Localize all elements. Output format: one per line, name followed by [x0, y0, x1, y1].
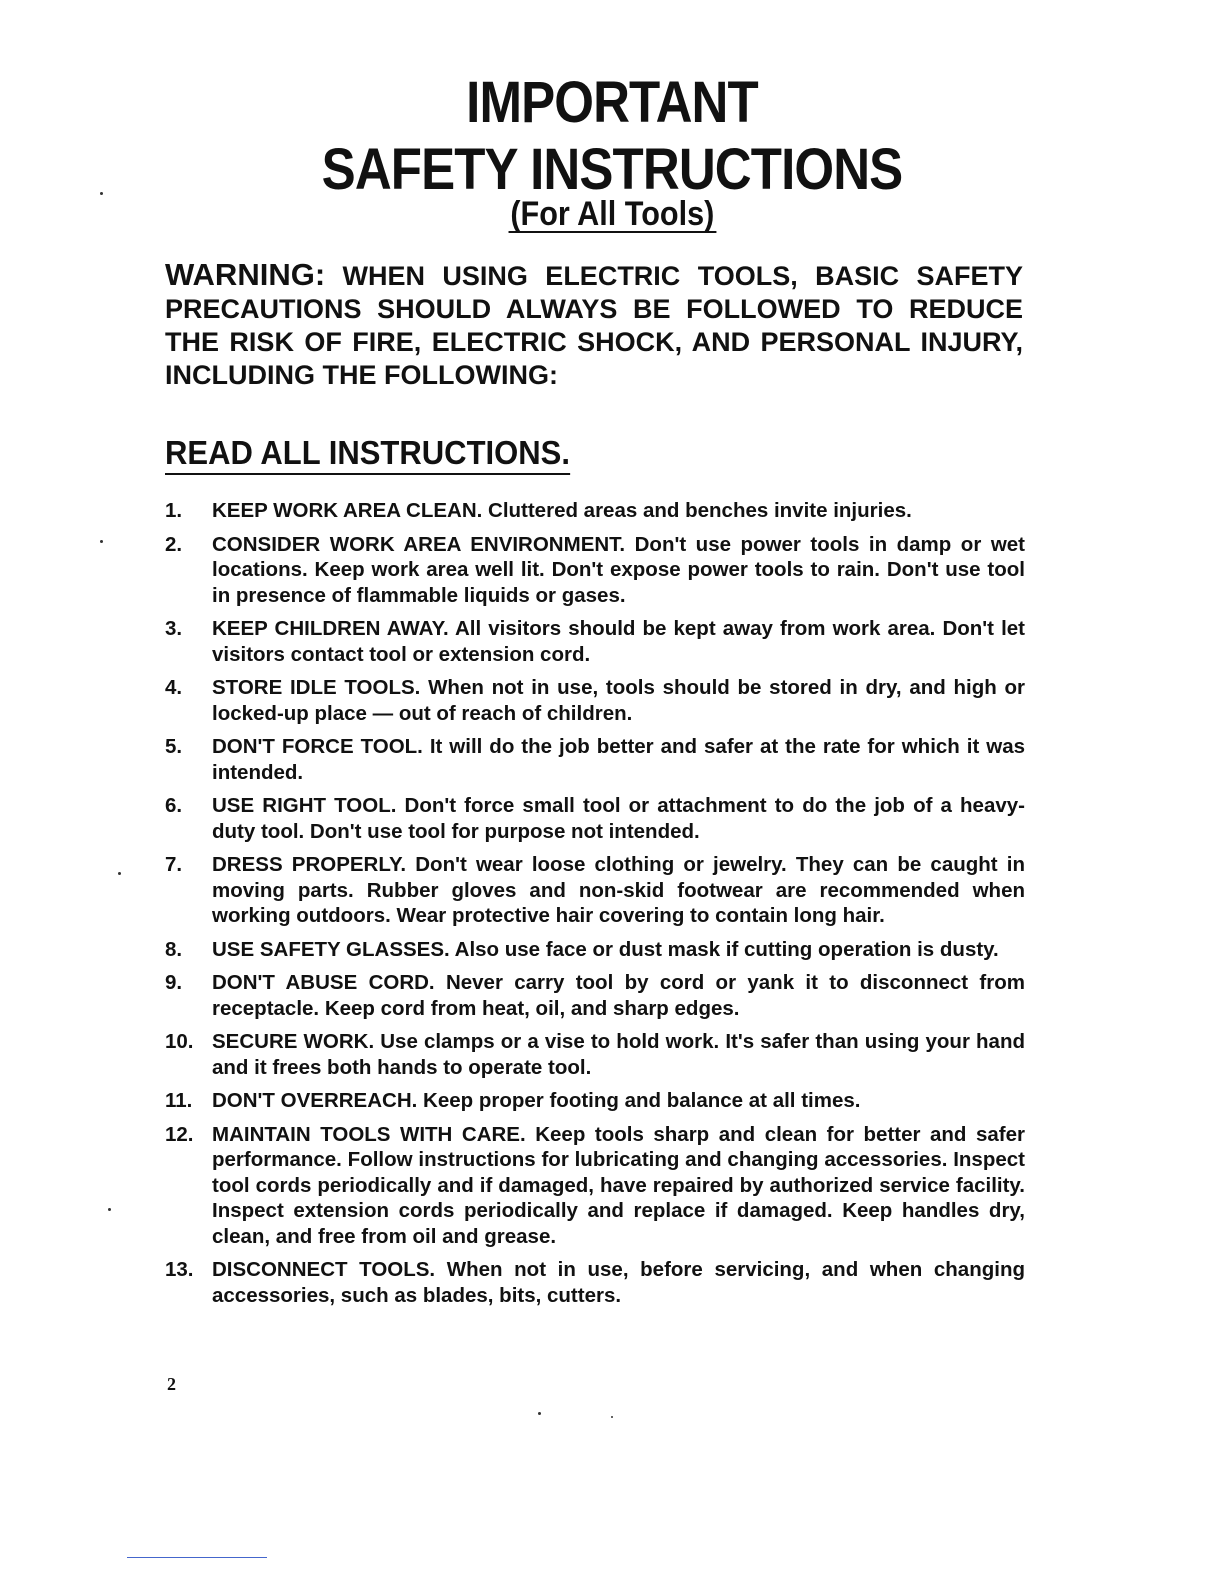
list-item [165, 1122, 1025, 1250]
list-item-number: 9. [165, 971, 183, 994]
list-item-text: KEEP CHILDREN AWAY. All visitors should be kept away from work area. Don't let visitors contact tool or extension cord. [212, 617, 1025, 666]
list-item-text: MAINTAIN TOOLS WITH CARE. Keep tools sharp and clean for better and safer performance. Follow instructions for lubricating and changing accessories. Inspect tool cords periodically and if damaged, have repaired by authorized service facility. Inspect extension cords periodically and replace if damaged. Keep handles dry, clean, and free from oil and grease. [212, 1122, 1025, 1248]
list-item-number: 1. [165, 499, 183, 522]
list-item-number: 5. [165, 735, 183, 758]
warning-block [165, 258, 1023, 392]
scan-speck [108, 1208, 111, 1211]
list-item-text: DRESS PROPERLY. Don't wear loose clothing or jewelry. They can be caught in moving parts. Rubber gloves and non-skid footwear are recommended when working outdoors. Wear protective hair covering to contain long hair. [212, 853, 1025, 927]
scan-speck [538, 1412, 541, 1415]
list-item [165, 970, 1025, 1021]
list-item [165, 1029, 1025, 1080]
warning-lead: WARNING: [165, 257, 326, 292]
list-item-text: STORE IDLE TOOLS. When not in use, tools should be stored in dry, and high or locked-up place — out of reach of children. [212, 676, 1025, 725]
list-item-text: DON'T OVERREACH. Keep proper footing and balance at all times. [212, 1089, 861, 1112]
list-item-number: 12. [165, 1122, 194, 1146]
list-item [165, 734, 1025, 785]
section-heading [165, 434, 570, 475]
list-item [165, 498, 1025, 524]
scan-speck [100, 540, 103, 543]
list-item-text: USE RIGHT TOOL. Don't force small tool or attachment to do the job of a heavy-duty tool. Don't use tool for purpose not intended. [212, 794, 1025, 843]
footer-rule [127, 1557, 267, 1558]
instruction-list [165, 498, 1025, 1316]
list-item-number: 13. [165, 1258, 194, 1281]
list-item-text: SECURE WORK. Use clamps or a vise to hold work. It's safer than using your hand and it frees both hands to operate tool. [212, 1030, 1025, 1079]
list-item-text: DON'T FORCE TOOL. It will do the job better and safer at the rate for which it was intended. [212, 735, 1025, 784]
list-item-text: CONSIDER WORK AREA ENVIRONMENT. Don't use power tools in damp or wet locations. Keep work area well lit. Don't expose power tools to rain. Don't use tool in presence of flammable liquids or gases. [212, 532, 1025, 607]
page-subtitle-text: (For All Tools) [510, 195, 714, 233]
section-heading-text: READ ALL INSTRUCTIONS. [165, 434, 570, 475]
list-item [165, 852, 1025, 929]
list-item-number: 11. [165, 1089, 193, 1112]
page-subtitle [0, 194, 1224, 234]
list-item-number: 3. [165, 617, 183, 640]
list-item-number: 10. [165, 1030, 194, 1053]
list-item-number: 6. [165, 794, 183, 817]
list-item-text: KEEP WORK AREA CLEAN. Cluttered areas and benches invite injuries. [212, 499, 912, 522]
list-item-text: DISCONNECT TOOLS. When not in use, before servicing, and when changing accessories, such as blades, bits, cutters. [212, 1258, 1025, 1307]
scan-speck [118, 872, 121, 875]
list-item [165, 532, 1025, 609]
list-item [165, 675, 1025, 726]
scan-speck [611, 1416, 613, 1418]
list-item-number: 4. [165, 676, 183, 699]
list-item [165, 793, 1025, 844]
warning-text: WHEN USING ELECTRIC TOOLS, BASIC SAFETY PRECAUTIONS SHOULD ALWAYS BE FOLLOWED TO REDUCE THE RISK OF FIRE, ELECTRIC SHOCK, AND PERSONAL INJURY, INCLUDING THE FOLLOWING: [165, 261, 1023, 390]
page-title-line-2: SAFETY INSTRUCTIONS [321, 137, 903, 202]
list-item [165, 1257, 1025, 1308]
list-item-number: 2. [165, 532, 183, 556]
list-item-number: 7. [165, 853, 183, 876]
page-number: 2 [167, 1374, 176, 1394]
page-title-line-1: IMPORTANT [466, 70, 758, 135]
list-item-text: DON'T ABUSE CORD. Never carry tool by cord or yank it to disconnect from receptacle. Keep cord from heat, oil, and sharp edges. [212, 971, 1025, 1020]
list-item-text: USE SAFETY GLASSES. Also use face or dust mask if cutting operation is dusty. [212, 937, 999, 961]
list-item [165, 937, 1025, 963]
list-item [165, 616, 1025, 667]
list-item-number: 8. [165, 937, 183, 961]
list-item [165, 1088, 1025, 1114]
scan-speck [100, 192, 103, 195]
